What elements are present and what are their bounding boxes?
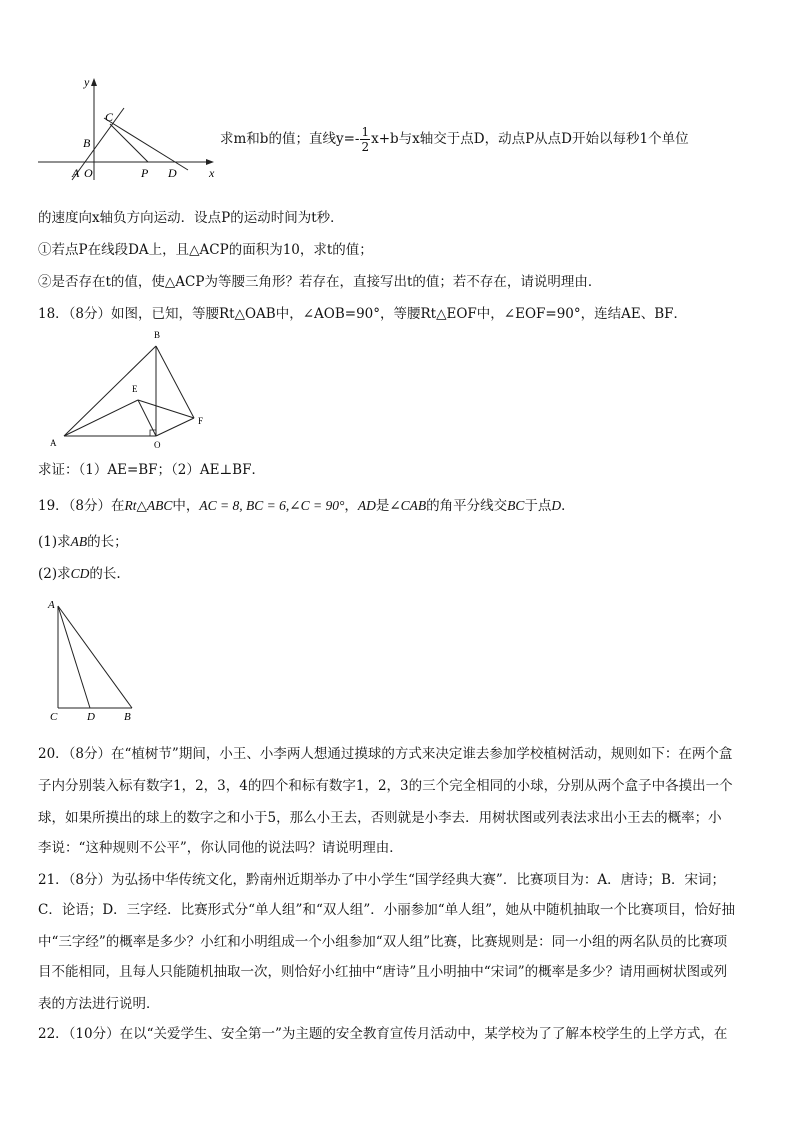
q21-line-5: 表的方法进行说明．: [38, 996, 160, 1012]
q17-fraction: [360, 126, 370, 153]
q19-bisector: 的角平分线交: [426, 498, 508, 514]
q17-fraction-numerator: 1: [361, 125, 370, 139]
q17-line1-part-b: x+b与x轴交于点D，动点P从点D开始以每秒1个单位: [371, 131, 689, 147]
q21-line-4: 目不能相同，且每人只能随机抽取一次，则恰好小红抽中“唐诗”且小明抽中“宋词”的概率是多少？请用画树状图或列: [38, 964, 728, 980]
q17-line1-part-a: 求m和b的值；直线y=-: [220, 131, 360, 147]
q18-title: 18．（8分）如图，已知，等腰Rt△OAB中，∠AOB=90°，等腰Rt△EOF中，∠EOF=90°，连结AE、BF．: [38, 306, 688, 322]
q19-is: 是: [375, 498, 390, 514]
q18-triangle-figure: [46, 326, 216, 450]
q17-segment-CP: [110, 124, 148, 162]
q19-zhong: 中，: [172, 498, 200, 514]
q17-label-D: D: [168, 166, 177, 180]
q17-text-line-4: ②是否存在t的值，使△ACP为等腰三角形？若存在，直接写出t的值；若不存在，请说明理由．: [38, 274, 602, 290]
q19-comma: ，: [344, 498, 358, 514]
q19-part-1: [38, 530, 128, 550]
q17-coordinate-figure: [36, 74, 222, 184]
q20-line-4: 李说：“这种规则不公平”，你认同他的说法吗？请说明理由．: [38, 840, 403, 856]
q18-label-E: E: [132, 384, 138, 394]
q19-ad: AD: [357, 498, 376, 513]
q17-text-line-3: ①若点P在线段DA上，且△ACP的面积为10，求t的值；: [38, 242, 373, 258]
q17-text-line-1: [220, 126, 689, 153]
q17-label-A: A: [72, 166, 80, 180]
q19-part-1-prefix: (1)求: [38, 534, 71, 550]
q19-conditions: AC = 8, BC = 6,∠C = 90°: [199, 498, 345, 513]
q19-triangle-figure: [44, 596, 144, 724]
q19-segment-AB: [58, 606, 132, 708]
q18-label-B: B: [154, 330, 161, 340]
q18-segment-OF: [156, 418, 194, 436]
q19-part-1-var: AB: [70, 534, 88, 549]
q17-label-y: y: [84, 75, 90, 89]
q21-line-2: C．论语；D．三字经．比赛形式分“单人组”和“双人组”．小丽参加“单人组”，她从中随机抽取一个比赛项目，恰好抽: [38, 902, 736, 918]
q19-title: [38, 494, 575, 514]
q19-part-2-suffix: 的长.: [89, 566, 121, 582]
q17-y-arrow: [91, 78, 97, 86]
q19-part-1-suffix: 的长；: [87, 534, 128, 550]
q19-label-A: A: [48, 599, 55, 611]
q17-label-C: C: [105, 110, 114, 124]
q21-line-1: 21．（8分）为弘扬中华传统文化，黔南州近期举办了中小学生“国学经典大赛”．比赛项目为：A．唐诗；B．宋词；: [38, 872, 725, 888]
q19-label-D: D: [87, 711, 95, 723]
q22-line-1: 22．（10分）在以“关爱学生、安全第一”为主题的安全教育宣传月活动中，某学校为了了解本校学生的上学方式，在: [38, 1026, 728, 1042]
q19-angle: ∠CAB: [389, 498, 427, 513]
q20-line-1: 20．（8分）在“植树节”期间，小王、小李两人想通过摸球的方式来决定谁去参加学校植树活动，规则如下：在两个盒: [38, 746, 733, 762]
q19-part-2: [38, 562, 121, 582]
q17-label-P: P: [141, 166, 149, 180]
q17-label-x: x: [209, 166, 215, 180]
q18-label-F: F: [198, 416, 204, 426]
q19-segment-AD: [58, 606, 90, 708]
q20-line-2: 子内分别装入标有数字1，2，3，4的四个和标有数字1，2，3的三个完全相同的小球，分别从两个盒子中各摸出一个: [38, 778, 733, 794]
q20-line-3: 球，如果所摸出的球上的数字之和小于5，那么小王去，否则就是小李去．用树状图或列表法求出小王去的概率；小: [38, 810, 722, 826]
q21-line-3: 中“三字经”的概率是多少？小红和小明组成一个小组参加“双人组”比赛，比赛规则是：同一小组的两名队员的比赛项: [38, 934, 728, 950]
q19-at: 于点: [524, 498, 552, 514]
q18-label-A: A: [50, 438, 57, 448]
q18-label-O: O: [154, 440, 161, 450]
q19-part-2-var: CD: [70, 566, 90, 581]
q18-segment-AB: [64, 346, 156, 436]
q17-line-through-ABC: [72, 108, 124, 180]
q19-head: 19．（8分）在: [38, 498, 125, 514]
q18-segment-AE: [64, 400, 138, 436]
q19-rt-triangle: Rt△ABC: [124, 498, 173, 513]
q19-d: D: [551, 498, 562, 513]
q17-label-O: O: [84, 166, 93, 180]
q18-prove: 求证：（1）AE=BF；（2）AE⊥BF．: [38, 462, 265, 478]
q19-label-B: B: [124, 711, 131, 723]
q19-part-2-prefix: (2)求: [38, 566, 71, 582]
q19-bc: BC: [507, 498, 525, 513]
q17-fraction-denominator: 2: [361, 140, 370, 154]
q19-label-C: C: [50, 711, 58, 723]
q17-x-arrow: [206, 159, 214, 165]
q17-label-B: B: [83, 136, 91, 150]
q19-end: ．: [561, 498, 575, 514]
q17-text-line-2: 的速度向x轴负方向运动．设点P的运动时间为t秒．: [38, 210, 344, 226]
